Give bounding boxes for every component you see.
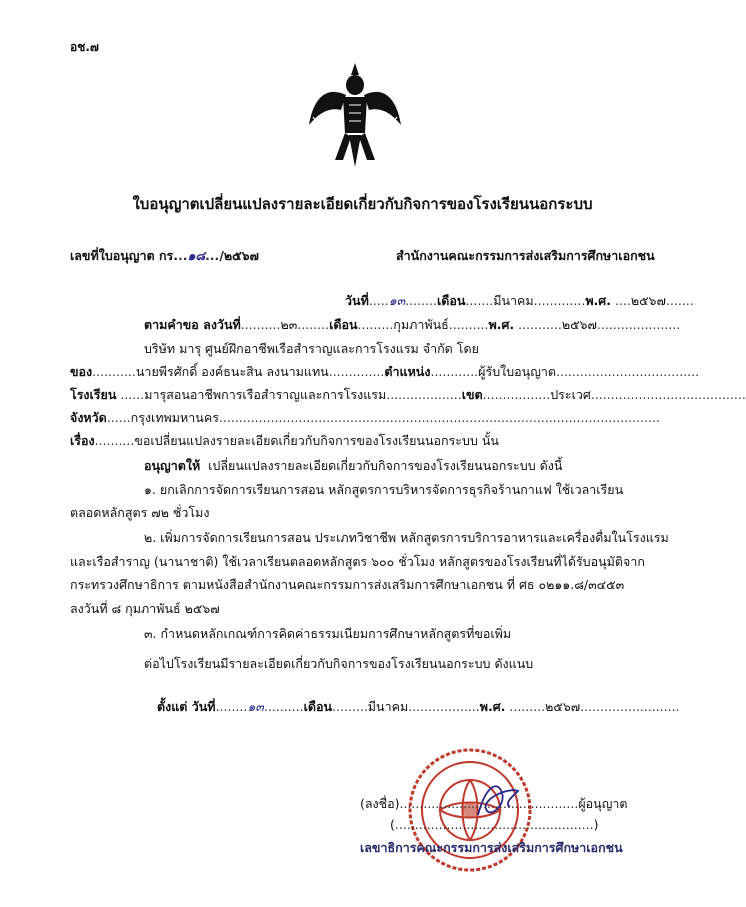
form-code: อช.๗ [70,40,99,54]
request-year-label: พ.ศ. [488,317,515,332]
license-number-label: เลขที่ใบอนุญาต กร. [70,248,178,263]
closing-text: ต่อไปโรงเรียนมีรายละเอียดเกี่ยวกับกิจการของโรงเรียนนอกระบบ ดังแนบ [144,656,534,671]
issue-date: วันที่.....๑๓........เดือน.......มีนาคม.............พ.ศ. ....๒๕๖๗....... [345,293,694,308]
signer-title: เลขาธิการคณะกรรมการส่งเสริมการศึกษาเอกชน [360,840,623,855]
issue-day: ๑๓ [388,293,406,308]
of-value: นายพีรศักดิ์ องค์ธนะสิน ลงนามแทน [135,364,329,379]
garuda-emblem-icon [305,55,405,175]
district-label: เขต [461,387,483,402]
province-label: จังหวัด [70,410,107,425]
issue-year-label: พ.ศ. [585,293,611,308]
issue-month-label: เดือน [436,293,466,308]
signer-name-line: (..................................................) [390,817,599,832]
item-2-line-2: และเรือสำราญ (นานาชาติ) ใช้เวลาเรียนตลอดหลักสูตร ๖๐๐ ชั่วโมง หลักสูตรของโรงเรียนที่ได้รับอนุมัติจาก [70,554,645,569]
request-date: ตามคำขอ ลงวันที่..........๒๓........เดือน.........กุมภาพันธ์..........พ.ศ. ...........๒๕๖๗..................... [144,317,681,332]
item-3: ๓. กำหนดหลักเกณฑ์การคิดค่าธรรมเนียมการศึกษาหลักสูตรที่ขอเพิ่ม [144,626,512,641]
effective-month-label: เดือน [303,699,333,714]
position-label: ตำแหน่ง [384,364,431,379]
request-year: ๒๕๖๗ [561,317,597,332]
of-label: ของ [70,364,93,379]
name-open: ( [390,817,395,832]
request-month-label: เดือน [329,317,358,332]
issue-year: ๒๕๖๗ [630,293,666,308]
item-2-line-1: ๒. เพิ่มการจัดการเรียนการสอน ประเภทวิชาชีพ หลักสูตรการบริการอาหารและเครื่องดื่มในโรงแรม [144,530,669,545]
issue-day-label: วันที่ [345,293,369,308]
permit-text: เปลี่ยนแปลงรายละเอียดเกี่ยวกับกิจการของโรงเรียนนอกระบบ ดังนี้ [208,458,563,473]
request-label: ตามคำขอ ลงวันที่ [144,317,241,332]
permit-label: อนุญาตให้ [144,458,201,473]
name-close: ) [593,817,599,832]
item-1-line-1: ๑. ยกเลิกการจัดการเรียนการสอน หลักสูตรการบริหารจัดการธุรกิจร้านกาแฟ ใช้เวลาเรียน [144,482,624,497]
subject-line: เรื่อง..........ขอเปลี่ยนแปลงรายละเอียดเกี่ยวกับกิจการของโรงเรียนนอกระบบ นั้น [70,433,499,448]
item-2-line-3: กระทรวงศึกษาธิการ ตามหนังสือสำนักงานคณะกรรมการส่งเสริมการศึกษาเอกชน ที่ ศธ ๐๒๑๑.๘/๓๔๕๓ [70,577,625,592]
request-month: กุมภาพันธ์ [393,317,449,332]
province-value: กรุงเทพมหานคร [130,410,219,425]
request-day: ๒๓ [280,317,298,332]
item-2-line-4: ลงวันที่ ๘ กุมภาพันธ์ ๒๕๖๗ [70,601,220,616]
school-value: มารุสอนอาชีพการเรือสำราญและการโรงแรม [144,387,387,402]
issue-month: มีนาคม [493,293,534,308]
signature-line: (ลงชื่อ).............................................ผู้อนุญาต [360,796,628,811]
effective-month: มีนาคม [367,699,409,714]
license-number: เลขที่ใบอนุญาต กร...๑๘.../๒๕๖๗ [70,248,259,263]
school-label: โรงเรียน [70,387,117,402]
company-name: บริษัท มารุ ศูนย์ฝึกอาชีพเรือสำราญและการโรงแรม จำกัด โดย [144,341,479,356]
position-value: ผู้รับใบอนุญาต [478,364,557,379]
document-title: ใบอนุญาตเปลี่ยนแปลงรายละเอียดเกี่ยวกับกิจการของโรงเรียนนอกระบบ [132,195,593,213]
effective-year: ๒๕๖๗ [545,699,581,714]
subject-value: ขอเปลี่ยนแปลงรายละเอียดเกี่ยวกับกิจการของโรงเรียนนอกระบบ นั้น [134,433,499,448]
effective-day: ๑๓ [247,699,264,714]
permit-line [144,456,562,476]
licensee-line: ของ...........นายพีรศักดิ์ องค์ธนะสิน ลงนามแทน..............ตำแหน่ง............ผู้รับใบอนุญาต.................................... [70,364,700,379]
sign-label: (ลงชื่อ) [360,796,400,811]
license-number-year: /๒๕๖๗ [219,248,259,263]
effective-date: ตั้งแต่ วันที่........๑๓..........เดือน.........มีนาคม..................พ.ศ. .........๒๕๖๗......................... [157,699,680,714]
district-value: ประเวศ [550,387,591,402]
school-line: โรงเรียน ......มารุสอนอาชีพการเรือสำราญและการโรงแรม...................เขต.................ประเวศ....................................... [70,387,746,402]
issuing-office: สำนักงานคณะกรรมการส่งเสริมการศึกษาเอกชน [396,248,655,263]
effective-year-label: พ.ศ. [479,699,506,714]
item-1-line-2: ตลอดหลักสูตร ๗๒ ชั่วโมง [70,505,210,520]
license-number-value: ๑๘ [187,248,206,263]
effective-label: ตั้งแต่ วันที่ [157,699,216,714]
province-line: จังหวัด......กรุงเทพมหานคร............................................................................................................... [70,410,660,425]
subject-label: เรื่อง [70,433,95,448]
signer-role: ผู้อนุญาต [578,796,628,811]
